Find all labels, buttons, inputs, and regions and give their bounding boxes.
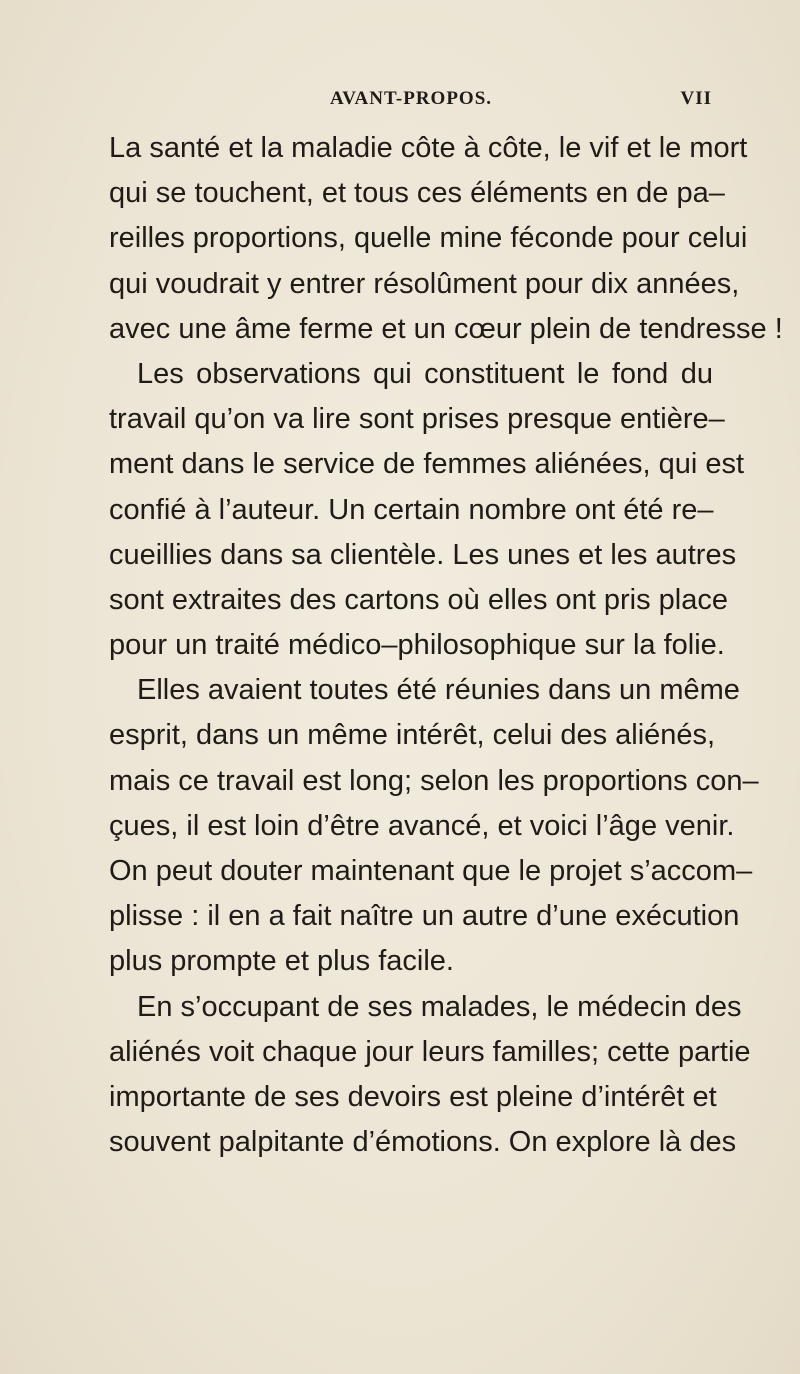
text-line: qui voudrait y entrer résolûment pour dix années, xyxy=(109,267,740,300)
text-line: plisse : il en a fait naître un autre d’une exécution xyxy=(109,900,740,933)
text-line: ment dans le service de femmes aliénées, qui est xyxy=(109,448,745,481)
text-line: reilles proportions, quelle mine féconde pour celui xyxy=(109,222,748,255)
text-line: souvent palpitante d’émotions. On explore là des xyxy=(109,1126,737,1159)
text-line: çues, il est loin d’être avancé, et voici l’âge venir. xyxy=(109,809,735,842)
text-line: importante de ses devoirs est pleine d’intérêt et xyxy=(109,1080,717,1113)
running-head xyxy=(110,84,712,114)
page-number: VII xyxy=(680,88,712,109)
text-line: qui se touchent, et tous ces éléments en de pa– xyxy=(109,177,725,210)
text-line: Les observations qui constituent le fond du xyxy=(137,357,713,390)
text-line: mais ce travail est long; selon les proportions con– xyxy=(109,764,759,797)
text-line: La santé et la maladie côte à côte, le vif et le mort xyxy=(109,132,748,164)
text-line: travail qu’on va lire sont prises presque entière– xyxy=(109,403,725,436)
text-line: esprit, dans un même intérêt, celui des aliénés, xyxy=(109,719,716,752)
text-line: Elles avaient toutes été réunies dans un même xyxy=(137,674,740,707)
text-line: avec une âme ferme et un cœur plein de tendresse ! xyxy=(109,312,783,345)
text-line: On peut douter maintenant que le projet s’accom– xyxy=(109,855,753,887)
text-line: pour un traité médico–philosophique sur la folie. xyxy=(109,629,725,662)
text-line: sont extraites des cartons où elles ont pris place xyxy=(109,583,728,616)
text-line: confié à l’auteur. Un certain nombre ont été re– xyxy=(109,493,714,526)
body-text xyxy=(109,126,783,1165)
text-line: cueillies dans sa clientèle. Les unes et les autres xyxy=(109,538,737,571)
text-line: En s’occupant de ses malades, le médecin des xyxy=(137,990,742,1023)
running-title: AVANT-PROPOS. xyxy=(329,88,493,109)
text-line: plus prompte et plus facile. xyxy=(109,945,454,978)
text-line: aliénés voit chaque jour leurs familles; cette partie xyxy=(109,1035,751,1068)
